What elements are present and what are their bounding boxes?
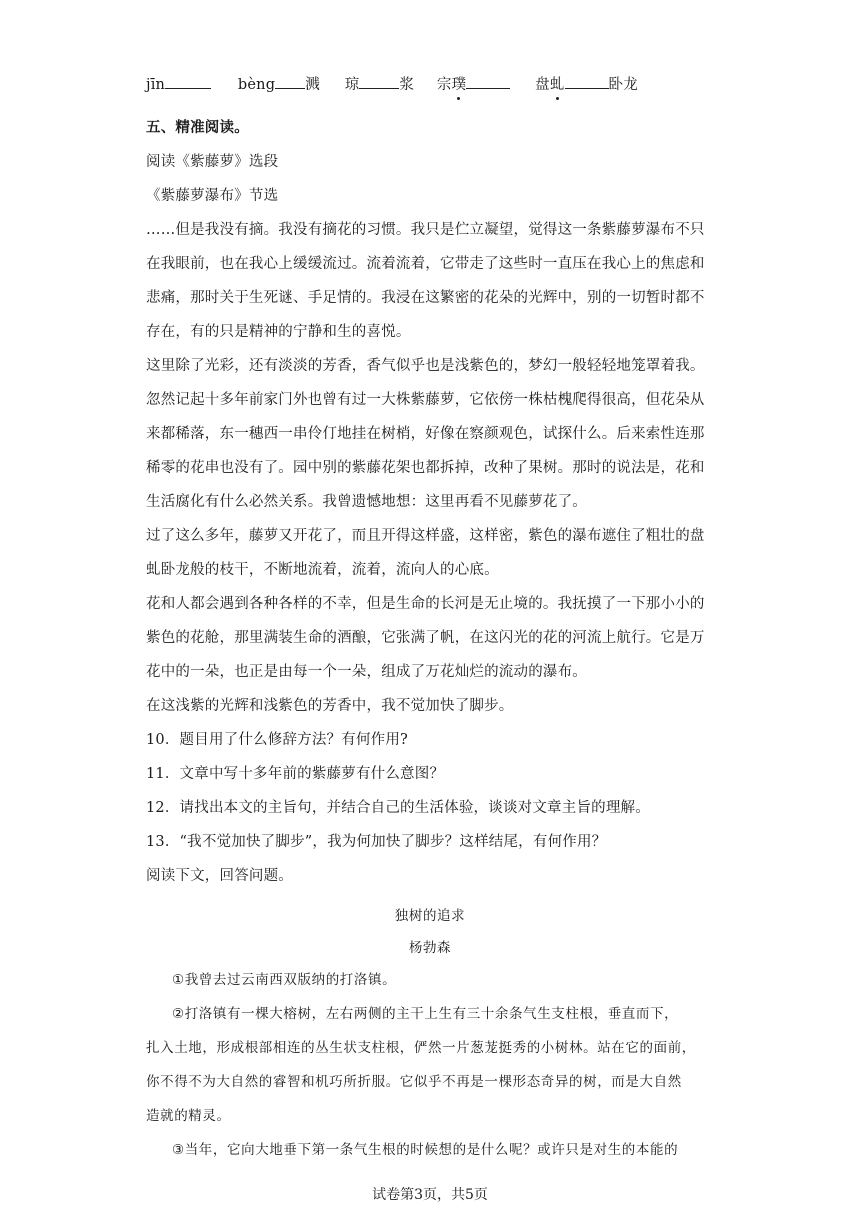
passage-line: 生活腐化有什么必然关系。我曾遗憾地想：这里再看不见藤萝花了。	[146, 494, 587, 510]
passage-line: 这里除了光彩，还有淡淡的芳香，香气似乎也是浅紫色的，梦幻一般轻轻地笼罩着我。	[146, 358, 705, 374]
dotted-character: 璞	[451, 77, 467, 93]
article-line: 造就的精灵。	[146, 1108, 231, 1124]
pinyin-item-4: 宗	[436, 77, 452, 93]
passage-line: 虬卧龙般的枝干，不断地流着，流着，流向人的心底。	[146, 562, 499, 578]
passage-line: 花和人都会遇到各种各样的不幸，但是生命的长河是无止境的。我抚摸了一下那小小的	[146, 596, 705, 612]
pinyin-item-2-suffix: 溅	[305, 77, 320, 93]
reading2-intro: 阅读下文，回答问题。	[146, 868, 293, 884]
dotted-character: 虬	[549, 77, 565, 93]
passage-line: 紫色的花舱，那里满装生命的酒酿，它张满了帆，在这闪光的花的河流上航行。它是万	[146, 630, 705, 646]
pinyin-item-5: 盘	[535, 77, 550, 93]
pinyin-item-1: jīn	[146, 77, 166, 93]
reading-source: 《紫藤萝瀑布》节选	[146, 188, 279, 204]
question-10: 10．题目用了什么修辞方法？有何作用?	[146, 732, 409, 748]
passage-line: 忽然记起十多年前家门外也曾有过一大株紫藤萝，它依傍一株枯槐爬得很高，但花朵从	[146, 392, 705, 408]
reading-intro: 阅读《紫藤萝》选段	[146, 154, 279, 170]
passage-line: 在我眼前，也在我心上缓缓流过。流着流着，它带走了这些时一直压在我心上的焦虑和	[146, 256, 705, 272]
passage-line: 过了这么多年，藤萝又开花了，而且开得这样盛，这样密，紫色的瀑布遮住了粗壮的盘	[146, 528, 705, 544]
article-line: ②打洛镇有一棵大榕树，左右两侧的主干上生有三十余条气生支柱根，垂直而下，	[172, 1006, 679, 1022]
passage-line: 稀零的花串也没有了。园中别的紫藤花架也都拆掉，改种了果树。那时的说法是，花和	[146, 460, 705, 476]
page-footer: 试卷第3页，共5页	[372, 1187, 488, 1203]
question-12: 12．请找出本文的主旨句，并结合自己的生活体验，谈谈对文章主旨的理解。	[146, 800, 650, 816]
article-line: 你不得不为大自然的睿智和机巧所折服。它似乎不再是一棵形态奇异的树，而是大自然	[146, 1074, 682, 1090]
article-line: 扎入土地，形成根部相连的丛生状支柱根，俨然一片葱茏挺秀的小树林。站在它的面前，	[146, 1040, 696, 1056]
article-line: ③当年，它向大地垂下第一条气生根的时候想的是什么呢？或许只是对生的本能的	[172, 1142, 679, 1158]
pinyin-item-2: bèng	[237, 77, 276, 93]
pinyin-item-3: 琼	[344, 77, 360, 93]
answer-blank[interactable]	[466, 74, 510, 89]
passage-line: 存在，有的只是精神的宁静和生的喜悦。	[146, 324, 411, 340]
pinyin-item-3-suffix: 浆	[399, 77, 415, 93]
answer-blank[interactable]	[275, 74, 305, 89]
passage-line: 悲痛，那时关于生死谜、手足情的。我浸在这繁密的花朵的光辉中，别的一切暂时都不	[146, 290, 705, 306]
pinyin-item-5-suffix: 卧龙	[608, 77, 638, 93]
article-title: 独树的追求	[394, 908, 466, 924]
article-author: 杨勃森	[408, 940, 452, 956]
question-13: 13．“我不觉加快了脚步”，我为何加快了脚步？这样结尾，有何作用？	[146, 834, 607, 850]
passage-line: 花中的一朵，也正是由每一个一朵，组成了万花灿烂的流动的瀑布。	[146, 664, 587, 680]
question-11: 11．文章中写十多年前的紫藤萝有什么意图？	[146, 766, 445, 782]
section-title: 五、精准阅读。	[146, 119, 249, 136]
pinyin-row	[146, 74, 726, 95]
answer-blank[interactable]	[165, 74, 211, 89]
answer-blank[interactable]	[359, 74, 399, 89]
passage-line: ……但是我没有摘。我没有摘花的习惯。我只是伫立凝望，觉得这一条紫藤萝瀑布不只	[146, 222, 705, 238]
passage-line: 来都稀落，东一穗西一串伶仃地挂在树梢，好像在察颜观色，试探什么。后来索性连那	[146, 426, 705, 442]
article-line: ①我曾去过云南西双版纳的打洛镇。	[172, 972, 397, 988]
passage-line: 在这浅紫的光辉和浅紫色的芳香中，我不觉加快了脚步。	[146, 698, 514, 714]
answer-blank[interactable]	[565, 74, 609, 89]
